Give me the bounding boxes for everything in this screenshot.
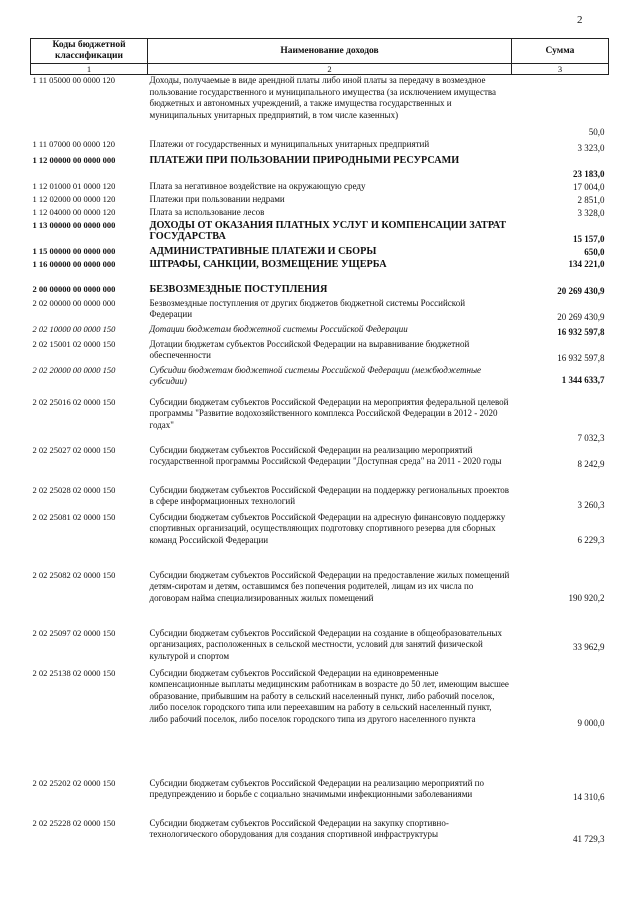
row-code: 2 02 25027 02 0000 150 (32, 444, 116, 455)
row-code: 2 02 25228 02 0000 150 (32, 817, 116, 828)
row-code: 1 11 05000 00 0000 120 (32, 75, 116, 85)
row-sum: 3 260,3 (577, 500, 605, 510)
row-code: 1 12 02000 00 0000 120 (32, 193, 116, 204)
col-number-3: 3 (512, 64, 609, 75)
row-code: 1 11 07000 00 0000 120 (32, 138, 116, 149)
table-row (31, 139, 609, 155)
row-name: АДМИНИСТРАТИВНЫЕ ПЛАТЕЖИ И СБОРЫ (149, 245, 377, 257)
row-code: 2 02 20000 00 0000 150 (32, 364, 116, 375)
row-sum: 9 000,0 (577, 717, 605, 728)
row-code: 2 02 00000 00 0000 000 (32, 297, 116, 308)
table-row (31, 284, 609, 298)
table-row (31, 298, 609, 324)
row-name: Субсидии бюджетам субъектов Российской Федерации на создание в общеобразовательных организациях, расположенных в сельской местности, условий для занятий физической культурой и спортом (149, 627, 502, 661)
row-code: 2 02 10000 00 0000 150 (32, 323, 116, 334)
table-row (31, 339, 609, 365)
table-row (31, 485, 609, 512)
row-sum: 3 328,0 (577, 208, 605, 218)
row-name: Субсидии бюджетам субъектов Российской Федерации на поддержку региональных проектов в сфере информационных технологий (149, 484, 510, 506)
row-code: 2 00 00000 00 0000 000 (32, 283, 116, 294)
row-name: ДОХОДЫ ОТ ОКАЗАНИЯ ПЛАТНЫХ УСЛУГ И КОМПЕНСАЦИИ ЗАТРАТ ГОСУДАРСТВА (149, 219, 507, 242)
table-row (31, 668, 609, 778)
row-sum: 20 269 430,9 (557, 312, 605, 322)
row-sum: 190 920,2 (568, 592, 605, 603)
row-code: 1 13 00000 00 0000 000 (32, 219, 116, 230)
col-header-sum: Сумма (512, 39, 609, 64)
income-table (30, 38, 609, 846)
table-row (31, 259, 609, 284)
row-name: Дотации бюджетам бюджетной системы Российской Федерации (149, 323, 408, 334)
row-code: 1 15 00000 00 0000 000 (32, 245, 116, 256)
row-sum: 15 157,0 (573, 234, 605, 244)
row-sum: 3 323,0 (577, 143, 605, 153)
col-number-2: 2 (148, 64, 512, 75)
row-sum: 23 183,0 (573, 169, 605, 179)
table-row (31, 778, 609, 818)
table-row (31, 512, 609, 570)
row-name: Субсидии бюджетам субъектов Российской Федерации на мероприятия федеральной целевой программы "Развитие водохозяйственного комплекса Российской Федерации в 2012 - 2020 годах" (149, 396, 509, 430)
table-row (31, 570, 609, 628)
row-name: БЕЗВОЗМЕЗДНЫЕ ПОСТУПЛЕНИЯ (149, 283, 328, 295)
row-name: Дотации бюджетам субъектов Российской Федерации на выравнивание бюджетной обеспеченности (149, 338, 470, 360)
row-sum: 134 221,0 (568, 258, 605, 269)
row-name: Субсидии бюджетам субъектов Российской Федерации на адресную финансовую поддержку спортивных организаций, осуществляющих подготовку спортивного резерва для сборных команд Российской Федерации (149, 511, 506, 545)
row-name: Субсидии бюджетам субъектов Российской Федерации на закупку спортивно-технологического оборудования для создания спортивной инфраструктуры (149, 817, 449, 839)
table-row (31, 181, 609, 194)
table-header-row (31, 39, 609, 64)
row-sum: 16 932 597,8 (557, 353, 605, 363)
table-row (31, 365, 609, 397)
row-code: 2 02 15001 02 0000 150 (32, 338, 116, 349)
column-number-row (31, 64, 609, 75)
table-row (31, 75, 609, 139)
row-code: 2 02 25097 02 0000 150 (32, 627, 116, 638)
table-row (31, 324, 609, 339)
row-code: 2 02 25082 02 0000 150 (32, 569, 116, 580)
row-code: 1 12 04000 00 0000 120 (32, 206, 116, 217)
row-name: Безвозмездные поступления от других бюджетов бюджетной системы Российской Федерации (149, 297, 466, 319)
row-sum: 17 004,0 (573, 182, 605, 192)
row-sum: 8 242,9 (577, 458, 605, 469)
row-sum: 20 269 430,9 (557, 286, 605, 296)
row-code: 1 12 01000 01 0000 120 (32, 180, 116, 191)
table-row (31, 628, 609, 668)
table-row (31, 194, 609, 207)
table-row (31, 220, 609, 246)
row-sum: 1 344 633,7 (561, 374, 605, 385)
row-name: Субсидии бюджетам субъектов Российской Федерации на предоставление жилых помещений детям-сиротам и детям, оставшимся без попечения родителей, лицам из их числа по договорам найма специализированных жилых помещений (149, 569, 510, 603)
row-code: 1 12 00000 00 0000 000 (32, 154, 116, 165)
table-row (31, 818, 609, 846)
row-name: Доходы, получаемые в виде арендной платы либо иной платы за передачу в возмездное пользование государственного и муниципального имущества (за исключением имущества бюджетных и автономных учреждений, а также имущества государственных и муниципальных унитарных предприятий, в том числе казенных) (149, 75, 497, 120)
row-name: Субсидии бюджетам субъектов Российской Федерации на реализацию мероприятий по предупреждению и борьбе с социально значимыми инфекционными заболеваниями (149, 777, 484, 799)
row-name: Субсидии бюджетам субъектов Российской Федерации на единовременные компенсационные выплаты медицинским работникам в возрасте до 50 лет, имеющим высшее образование, прибывшим на работу в сельский населенный пункт, либо рабочий поселок, либо поселок городского типа или переехавшим на работу в сельский населенный пункт, либо рабочий поселок, либо поселок городского типа из другого населенного пункта (149, 667, 509, 724)
row-code: 2 02 25202 02 0000 150 (32, 777, 116, 788)
row-name: Плата за негативное воздействие на окружающую среду (149, 180, 366, 191)
col-number-1: 1 (31, 64, 148, 75)
row-sum: 16 932 597,8 (557, 327, 605, 337)
row-sum: 2 851,0 (577, 195, 605, 205)
table-row (31, 246, 609, 259)
row-name: Субсидии бюджетам бюджетной системы Российской Федерации (межбюджетные субсидии) (149, 364, 482, 386)
row-name: ШТРАФЫ, САНКЦИИ, ВОЗМЕЩЕНИЕ УЩЕРБА (149, 258, 387, 270)
page-number: 2 (577, 14, 583, 26)
row-name: ПЛАТЕЖИ ПРИ ПОЛЬЗОВАНИИ ПРИРОДНЫМИ РЕСУРСАМИ (149, 154, 460, 166)
row-sum: 6 229,3 (577, 534, 605, 545)
table-row (31, 207, 609, 220)
row-sum: 14 310,6 (573, 791, 605, 802)
row-code: 2 02 25016 02 0000 150 (32, 396, 116, 407)
row-code: 2 02 25081 02 0000 150 (32, 511, 116, 522)
table-row (31, 155, 609, 181)
row-name: Плата за использование лесов (149, 206, 265, 217)
row-sum: 650,0 (584, 247, 605, 257)
row-code: 2 02 25138 02 0000 150 (32, 667, 116, 678)
col-header-name: Наименование доходов (148, 39, 512, 64)
row-name: Платежи при пользовании недрами (149, 193, 285, 204)
table-row (31, 397, 609, 445)
row-name: Платежи от государственных и муниципальных унитарных предприятий (149, 138, 430, 149)
row-code: 1 16 00000 00 0000 000 (32, 258, 116, 269)
row-sum: 7 032,3 (577, 433, 605, 443)
col-header-code: Коды бюджетной классификации (31, 39, 148, 64)
table-row (31, 445, 609, 485)
row-sum: 33 962,9 (573, 641, 605, 652)
row-sum: 50,0 (588, 127, 605, 137)
row-name: Субсидии бюджетам субъектов Российской Федерации на реализацию мероприятий государственной программы Российской Федерации "Доступная среда" на 2011 - 2020 годы (149, 444, 502, 466)
row-code: 2 02 25028 02 0000 150 (32, 484, 116, 495)
row-sum: 41 729,3 (573, 834, 605, 844)
